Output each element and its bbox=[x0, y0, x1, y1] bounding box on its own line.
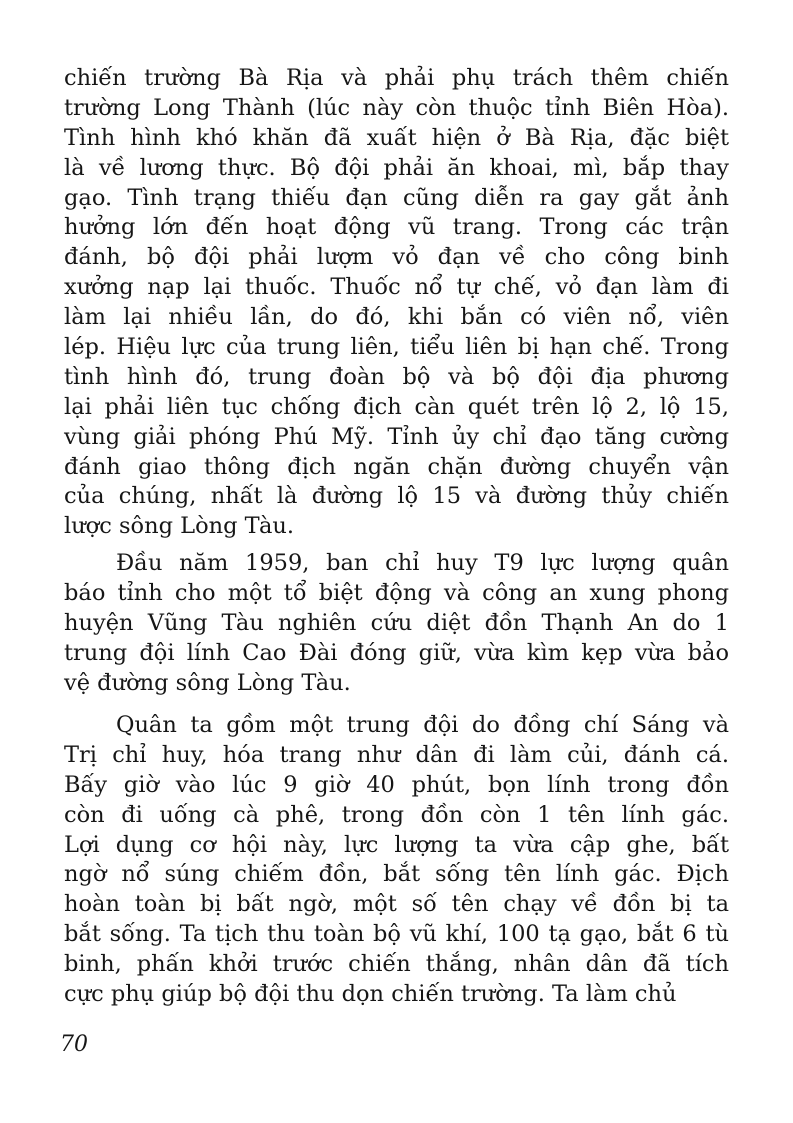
text-line: làm lại nhiều lần, do đó, khi bắn có viên nổ, viên bbox=[64, 304, 729, 331]
text-line: hưởng lớn đến hoạt động vũ trang. Trong các trận bbox=[64, 214, 729, 241]
text-line: là về lương thực. Bộ đội phải ăn khoai, mì, bắp thay bbox=[64, 154, 729, 181]
text-line: lép. Hiệu lực của trung liên, tiểu liên bị hạn chế. Trong bbox=[64, 334, 729, 361]
text-line: huyện Vũng Tàu nghiên cứu diệt đồn Thạnh An do 1 bbox=[64, 609, 729, 636]
text-line: bắt sống. Ta tịch thu toàn bộ vũ khí, 100 tạ gạo, bắt 6 tù bbox=[64, 921, 729, 948]
page-number: 70 bbox=[60, 1032, 88, 1057]
text-line: gạo. Tình trạng thiếu đạn cũng diễn ra gay gắt ảnh bbox=[64, 184, 729, 211]
text-line: báo tỉnh cho một tổ biệt động và công an xung phong bbox=[64, 579, 729, 606]
paragraph-1 bbox=[64, 64, 729, 542]
text-line: Tình hình khó khăn đã xuất hiện ở Bà Rịa, đặc biệt bbox=[64, 124, 729, 151]
text-line: còn đi uống cà phê, trong đồn còn 1 tên lính gác. bbox=[64, 801, 729, 828]
text-line: chiến trường Bà Rịa và phải phụ trách thêm chiến bbox=[64, 65, 729, 91]
text-line: trung đội lính Cao Đài đóng giữ, vừa kìm kẹp vừa bảo bbox=[64, 639, 729, 666]
paragraph-2 bbox=[64, 549, 729, 698]
text-line: binh, phấn khởi trước chiến thắng, nhân dân đã tích bbox=[64, 951, 729, 978]
text-line: lại phải liên tục chống địch càn quét trên lộ 2, lộ 15, bbox=[64, 393, 729, 420]
text-line: vùng giải phóng Phú Mỹ. Tỉnh ủy chỉ đạo tăng cường bbox=[64, 423, 729, 450]
text-line: trường Long Thành (lúc này còn thuộc tỉnh Biên Hòa). bbox=[64, 94, 729, 121]
text-line: lược sông Lòng Tàu. bbox=[64, 513, 295, 540]
text-line: ngờ nổ súng chiếm đồn, bắt sống tên lính gác. Địch bbox=[64, 861, 729, 888]
text-line: tình hình đó, trung đoàn bộ và bộ đội địa phương bbox=[64, 363, 729, 390]
text-line: đánh giao thông địch ngăn chặn đường chuyển vận bbox=[64, 453, 729, 480]
text-line: xưởng nạp lại thuốc. Thuốc nổ tự chế, vỏ đạn làm đi bbox=[64, 274, 729, 301]
text-line: Lợi dụng cơ hội này, lực lượng ta vừa cập ghe, bất bbox=[64, 831, 729, 858]
text-line: của chúng, nhất là đường lộ 15 và đường thủy chiến bbox=[64, 483, 729, 510]
text-line: vệ đường sông Lòng Tàu. bbox=[64, 669, 351, 696]
text-line: Bấy giờ vào lúc 9 giờ 40 phút, bọn lính trong đồn bbox=[64, 771, 729, 798]
text-line: Đầu năm 1959, ban chỉ huy T9 lực lượng quân bbox=[116, 550, 729, 576]
text-line: hoàn toàn bị bất ngờ, một số tên chạy về đồn bị ta bbox=[64, 891, 729, 918]
text-line: Quân ta gồm một trung đội do đồng chí Sáng và bbox=[116, 712, 729, 738]
text-line: đánh, bộ đội phải lượm vỏ đạn về cho công binh bbox=[64, 244, 729, 271]
paragraph-3 bbox=[64, 711, 729, 1010]
text-line: cực phụ giúp bộ đội thu dọn chiến trường. Ta làm chủ bbox=[64, 981, 677, 1008]
text-line: Trị chỉ huy, hóa trang như dân đi làm củi, đánh cá. bbox=[64, 741, 729, 768]
